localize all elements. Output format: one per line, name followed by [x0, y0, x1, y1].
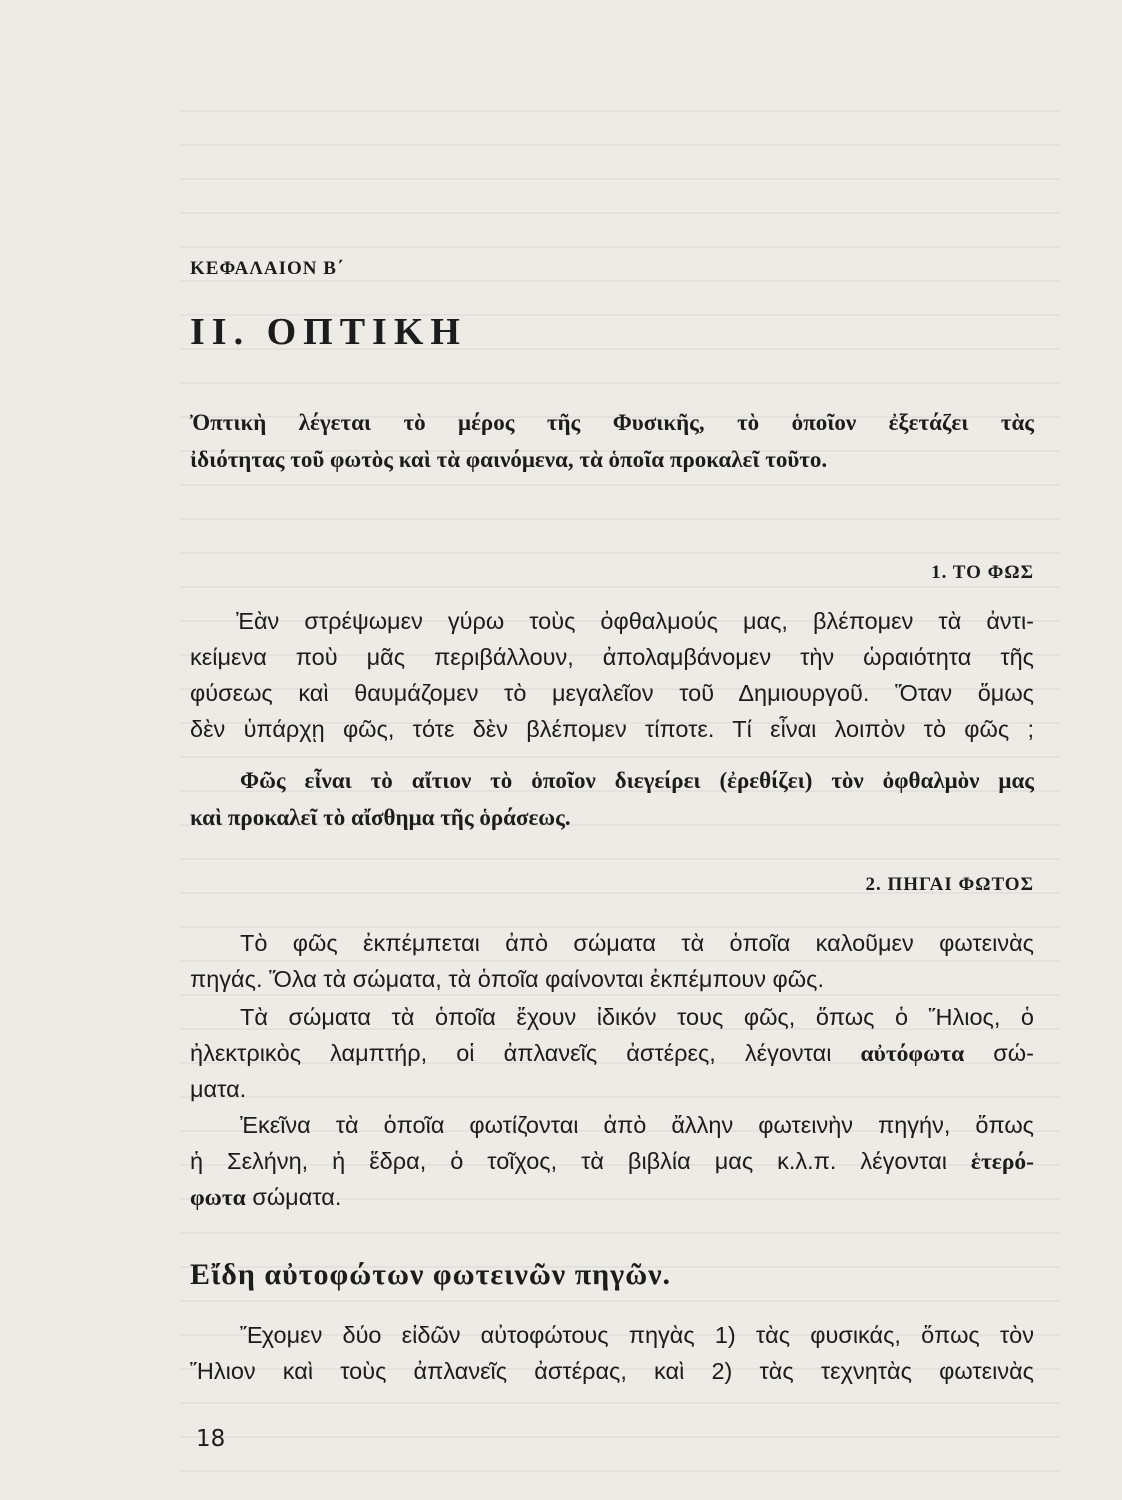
- optics-definition-line: Ὀπτικὴ λέγεται τὸ μέρος τῆς Φυσικῆς, τὸ ὁποῖον ἐξετάζει τὰς: [190, 410, 1034, 435]
- paragraph-line: Ἐκεῖνα τὰ ὁποῖα φωτίζονται ἀπὸ ἄλλην φωτεινὴν πηγήν, ὅπως: [240, 1112, 1034, 1138]
- text-run: σώματα.: [245, 1184, 342, 1210]
- paragraph-line: Ἥλιον καὶ τοὺς ἀπλανεῖς ἀστέρας, καὶ 2) τὰς τεχνητὰς φωτεινὰς: [190, 1358, 1034, 1384]
- light-definition-line: καὶ προκαλεῖ τὸ αἴσθημα τῆς ὁράσεως.: [190, 805, 571, 830]
- paragraph-line: Ἔχομεν δύο εἰδῶν αὐτοφώτους πηγὰς 1) τὰς φυσικάς, ὅπως τὸν: [240, 1322, 1034, 1348]
- paragraph-line: [190, 1184, 1034, 1212]
- text-run: σώ-: [964, 1040, 1034, 1066]
- light-definition-line: Φῶς εἶναι τὸ αἴτιον τὸ ὁποῖον διεγείρει (ἐρεθίζει) τὸν ὀφθαλμὸν μας: [240, 768, 1034, 793]
- section-heading-light: 1. ΤΟ ΦΩΣ: [931, 562, 1034, 583]
- chapter-label: ΚΕΦΑΛΑΙΟΝ Β΄: [190, 258, 345, 279]
- page-number: 18: [196, 1426, 226, 1452]
- paragraph-line: Τὰ σώματα τὰ ὁποῖα ἔχουν ἰδικόν τους φῶς, ὅπως ὁ Ἥλιος, ὁ: [240, 1004, 1034, 1030]
- term-self-luminous: αὐτόφωτα: [860, 1041, 965, 1067]
- text-run: ἠλεκτρικὸς λαμπτήρ, οἱ ἀπλανεῖς ἀστέρες, λέγονται: [190, 1040, 861, 1066]
- paragraph-line: [190, 1040, 1034, 1068]
- section-heading-light-sources: 2. ΠΗΓΑΙ ΦΩΤΟΣ: [865, 874, 1034, 895]
- paragraph-line: Ἐὰν στρέψωμεν γύρω τοὺς ὀφθαλμούς μας, βλέπομεν τὰ ἀντι-: [236, 608, 1034, 634]
- paragraph-line: Τὸ φῶς ἐκπέμπεται ἀπὸ σώματα τὰ ὁποῖα καλοῦμεν φωτεινὰς: [240, 930, 1034, 956]
- term-non-luminous: ἑτερό-: [970, 1149, 1034, 1175]
- text-run: ἡ Σελήνη, ἡ ἕδρα, ὁ τοῖχος, τὰ βιβλία μας κ.λ.π. λέγονται: [190, 1148, 971, 1174]
- paragraph-line: δὲν ὑπάρχῃ φῶς, τότε δὲν βλέπομεν τίποτε. Τί εἶναι λοιπὸν τὸ φῶς ;: [190, 716, 1034, 742]
- term-non-luminous: φωτα: [190, 1185, 246, 1211]
- paragraph-line: κείμενα ποὺ μᾶς περιβάλλουν, ἀπολαμβάνομεν τὴν ὡραιότητα τῆς: [190, 644, 1034, 670]
- paragraph-line: [190, 1148, 1034, 1176]
- chapter-title: II. ΟΠΤΙΚΗ: [190, 311, 467, 353]
- paragraph-line: πηγάς. Ὅλα τὰ σώματα, τὰ ὁποῖα φαίνονται ἐκπέμπουν φῶς.: [190, 966, 824, 992]
- subsection-heading: Εἴδη αὐτοφώτων φωτεινῶν πηγῶν.: [190, 1258, 672, 1291]
- paragraph-line: ματα.: [190, 1076, 247, 1102]
- paragraph-line: φύσεως καὶ θαυμάζομεν τὸ μεγαλεῖον τοῦ Δημιουργοῦ. Ὅταν ὅμως: [190, 680, 1034, 706]
- optics-definition-line: ἰδιότητας τοῦ φωτὸς καὶ τὰ φαινόμενα, τὰ ὁποῖα προκαλεῖ τοῦτο.: [190, 447, 828, 472]
